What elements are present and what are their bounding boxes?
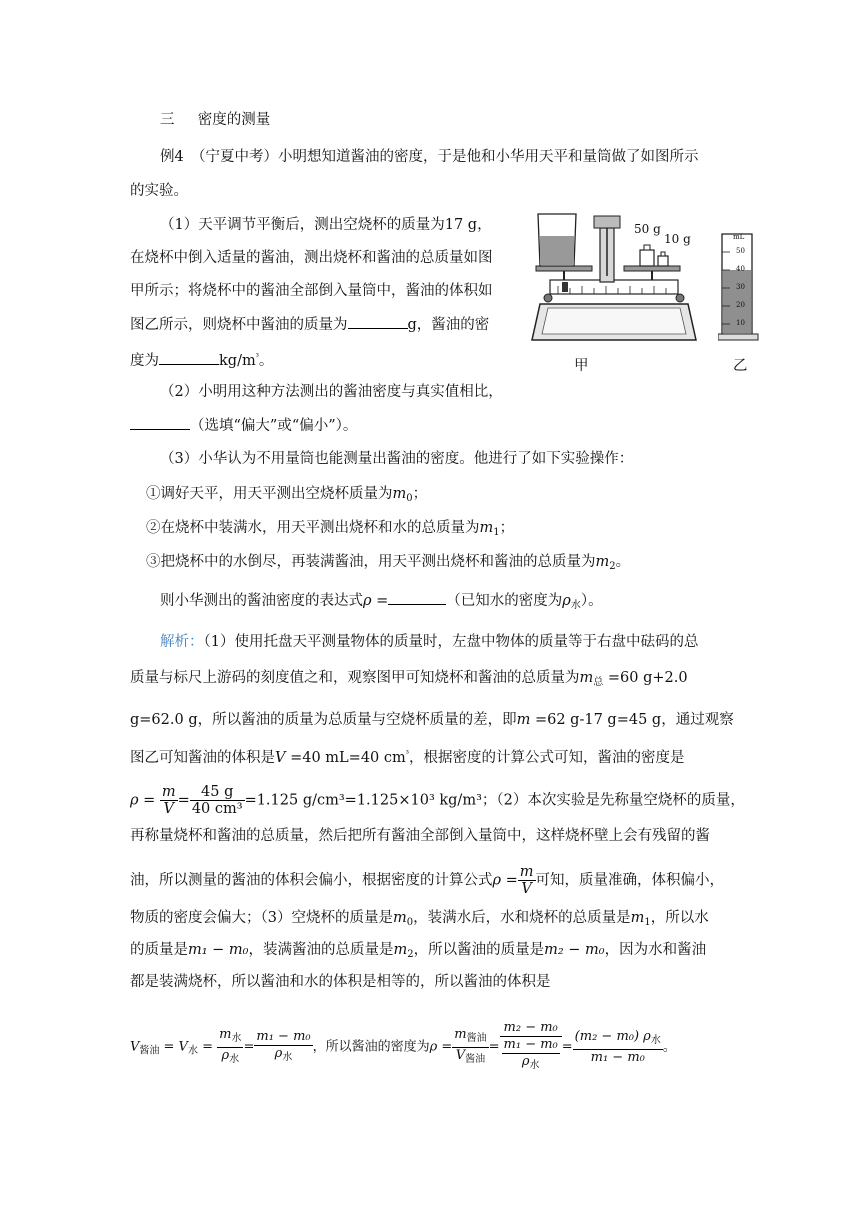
analysis-label: 解析： [160, 634, 204, 650]
analysis-final-equation: $V_{酱油} = V_水$ = $\frac{m_水}{\rho_水}$ = $\frac{\text{m₁ − m₀}}{\rho_水}$ ，所以酱油的密度为ρ = $\frac{m_{酱油}}{V_{酱油}}$ = $\frac{\text{m₂ − m₀}}{\frac{\text{m₁ − m₀}}{\rho_水}}$ = $\frac{(m_2 - m_0) \rho_水}{\text{m₁ − m₀}}$ 。 [130, 1020, 676, 1074]
analysis-line-2: 质量与标尺上游码的刻度值之和，观察图甲可知烧杯和酱油的总质量为$m_总 =60$ g+2.0 [130, 670, 688, 688]
answer-blank-density[interactable] [159, 350, 219, 365]
q3-formula-line: 则小华测出的酱油密度的表达式ρ = （已知水的密度为$\rho_水$）。 [160, 590, 603, 616]
analysis-line-8: 物质的密度会偏大；（3）空烧杯的质量是$m_0$，装满水后，水和烧杯的总质量是$m_1$，所以水 [130, 910, 709, 928]
section-number: 三 [160, 112, 175, 128]
analysis-line-3: g=62.0 g，所以酱油的质量为总质量与空烧杯质量的差，即m =62 g-17 g=45 g，通过观察 [130, 712, 734, 728]
density-fraction-b: $\frac{\text{m₂ − m₀}}{\frac{\text{m₁ − m₀}}{\rho_水}}$ [500, 1020, 562, 1074]
density-fraction-values: $\frac{45 g}{\text{40 cm³}}$ [191, 784, 243, 817]
cylinder-tick: 10 [736, 319, 745, 327]
density-fraction-mv: $\frac{m}{V}$ [161, 784, 176, 817]
weight-label-50g: 50 g [634, 222, 661, 236]
q1-line-4: 图乙所示，则烧杯中酱油的质量为 g，酱油的密 [130, 314, 489, 335]
analysis-line-10: 都是装满烧杯，所以酱油和水的体积是相等的，所以酱油的体积是 [130, 974, 551, 990]
q1-line-5: 度为 $kg/m^{^3}$。 [130, 352, 274, 369]
section-title: 密度的测量 [197, 112, 271, 128]
analysis-line-1: 解析：（1）使用托盘天平测量物体的质量时，左盘中物体的质量等于右盘中砝码的总 [160, 634, 699, 650]
figure-caption-yi: 乙 [733, 358, 748, 374]
density-fraction-c: $\frac{(m_2 - m_0) \rho_水}{\text{m₁ − m₀}}$ [574, 1028, 661, 1065]
answer-blank-compare[interactable] [130, 415, 190, 430]
cylinder-tick: 40 [736, 265, 745, 273]
q3-step-1: ①调好天平，用天平测出空烧杯质量为$m_0$； [146, 486, 428, 504]
cylinder-tick: 20 [736, 301, 745, 309]
analysis-line-5: ρ = $\frac{m}{V}$ = $\frac{45 g}{\text{40 cm³}}$ =1.125 g/cm³=1.125×10³ kg/m³；（2）本次实验是先称量空烧杯的质量， [130, 784, 745, 817]
section-heading [160, 110, 270, 130]
analysis-line-6: 再称量烧杯和酱油的总质量，然后把所有酱油全部倒入量筒中，这样烧杯壁上会有残留的酱 [130, 828, 710, 844]
analysis-line-7: 油，所以测量的酱油的体积会偏小，根据密度的计算公式ρ = $\frac{m}{V}$ 可知，质量准确，体积偏小， [130, 864, 725, 897]
density-fraction-a: $\frac{m_{酱油}}{V_{酱油}}$ [454, 1026, 487, 1065]
volume-fraction-2: $\frac{\text{m₁ − m₀}}{\rho_水}$ [256, 1028, 311, 1063]
volume-fraction-1: $\frac{m_水}{\rho_水}$ [219, 1026, 242, 1065]
cylinder-tick: 30 [736, 283, 745, 291]
weight-label-10g: 10 g [664, 232, 691, 246]
q2-line-1: （2）小明用这种方法测出的酱油密度与真实值相比， [160, 384, 503, 400]
q3-step-2: ②在烧杯中装满水，用天平测出烧杯和水的总质量为$m_1$； [146, 520, 515, 538]
q2-line-2: （选填“偏大”或“偏小”）。 [130, 415, 357, 436]
balance-figure [528, 208, 700, 344]
q1-line-1: （1）天平调节平衡后，测出空烧杯的质量为17 g， [160, 217, 492, 233]
example-line-1: 例4 （宁夏中考）小明想知道酱油的密度，于是他和小华用天平和量筒做了如图所示 [160, 149, 699, 165]
answer-blank-expression[interactable] [388, 590, 446, 605]
q1-line-2: 在烧杯中倒入适量的酱油，测出烧杯和酱油的总质量如图 [130, 250, 493, 266]
cylinder-unit: mL [733, 233, 745, 241]
figure-caption-jia: 甲 [574, 358, 589, 374]
cylinder-tick: 50 [736, 247, 745, 255]
analysis-line-9: 的质量是m₁ − m₀，装满酱油的总质量是$m_2$，所以酱油的质量是m₂ − m₀，因为水和酱油 [130, 942, 707, 960]
q1-line-3: 甲所示；将烧杯中的酱油全部倒入量筒中，酱油的体积如 [130, 283, 493, 299]
q3-step-3: ③把烧杯中的水倒尽，再装满酱油，用天平测出烧杯和酱油的总质量为$m_2$。 [146, 554, 631, 572]
answer-blank-mass[interactable] [348, 314, 408, 329]
q3-line-1: （3）小华认为不用量筒也能测量出酱油的密度。他进行了如下实验操作： [160, 451, 634, 467]
example-line-2: 的实验。 [130, 183, 188, 199]
analysis-line-4: 图乙可知酱油的体积是V =40 mL=40 $cm^{^3}$，根据密度的计算公式可知，酱油的密度是 [130, 749, 685, 766]
density-formula-fraction: $\frac{m}{V}$ [519, 864, 534, 897]
